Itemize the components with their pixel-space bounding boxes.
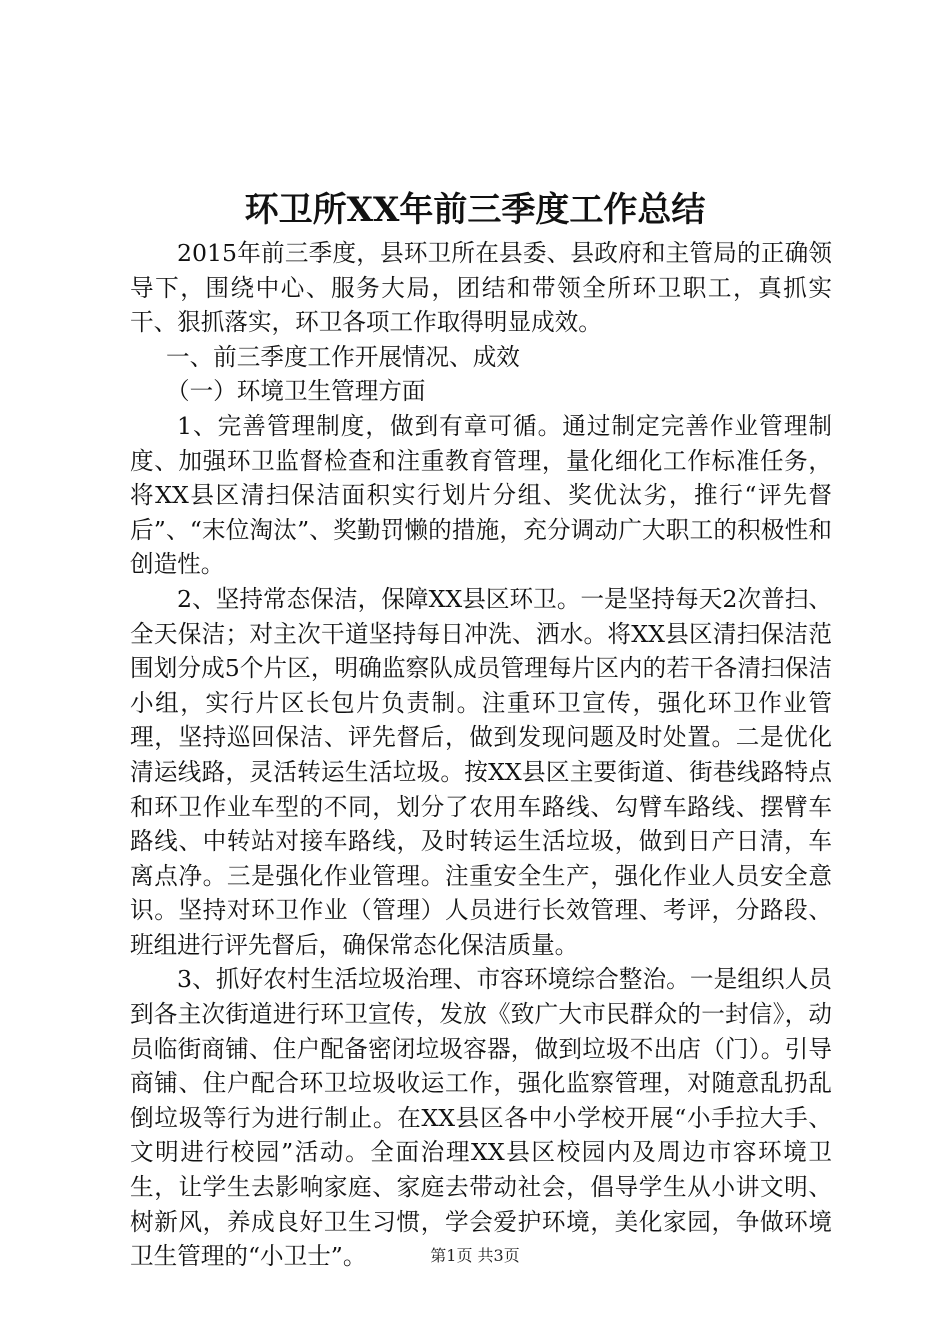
document-title: 环卫所XX年前三季度工作总结 bbox=[244, 190, 706, 230]
paragraph-item-1: 1、完善管理制度，做到有章可循。通过制定完善作业管理制度、加强环卫监督检查和注重教育管理，量化细化工作标准任务，将XX县区清扫保洁面积实行划片分组、奖优汰劣，推行“评先督后”、“末位淘汰”、奖勤罚懒的措施，充分调动广大职工的积极性和创造性。 bbox=[130, 411, 832, 579]
section-heading-1: 一、前三季度工作开展情况、成效 bbox=[166, 342, 520, 371]
page-number-footer: 第1页 共3页 bbox=[430, 1246, 520, 1265]
paragraph-item-3: 3、抓好农村生活垃圾治理、市容环境综合整治。一是组织人员到各主次街道进行环卫宣传，发放《致广大市民群众的一封信》，动员临街商铺、住户配备密闭垃圾容器，做到垃圾不出店（门）。引导商铺、住户配合环卫垃圾收运工作，强化监察管理，对随意乱扔乱倒垃圾等行为进行制止。在XX县区各中小学校开展“小手拉大手、文明进行校园”活动。全面治理XX县区校园内及周边市容环境卫生，让学生去影响家庭、家庭去带动社会，倡导学生从小讲文明、树新风，养成良好卫生习惯，学会爱护环境，美化家园，争做环境卫生管理的“小卫士”。 bbox=[130, 965, 832, 1271]
document-body bbox=[130, 236, 832, 1274]
paragraph-item-2: 2、坚持常态保洁，保障XX县区环卫。一是坚持每天2次普扫、全天保洁；对主次干道坚持每日冲洗、洒水。将XX县区清扫保洁范围划分成5个片区，明确监察队成员管理每片区内的若干各清扫保洁小组，实行片区长包片负责制。注重环卫宣传，强化环卫作业管理，坚持巡回保洁、评先督后，做到发现问题及时处置。二是优化清运线路，灵活转运生活垃圾。按XX县区主要街道、街巷线路特点和环卫作业车型的不同，划分了农用车路线、勾臂车路线、摆臂车路线、中转站对接车路线，及时转运生活垃圾，做到日产日清，车离点净。三是强化作业管理。注重安全生产，强化作业人员安全意识。坚持对环卫作业（管理）人员进行长效管理、考评，分路段、班组进行评先督后，确保常态化保洁质量。 bbox=[130, 584, 832, 959]
paragraph-intro: 2015年前三季度，县环卫所在县委、县政府和主管局的正确领导下，围绕中心、服务大局，团结和带领全所环卫职工，真抓实干、狠抓落实，环卫各项工作取得明显成效。 bbox=[130, 239, 832, 337]
subsection-heading-1: （一）环境卫生管理方面 bbox=[166, 377, 426, 406]
